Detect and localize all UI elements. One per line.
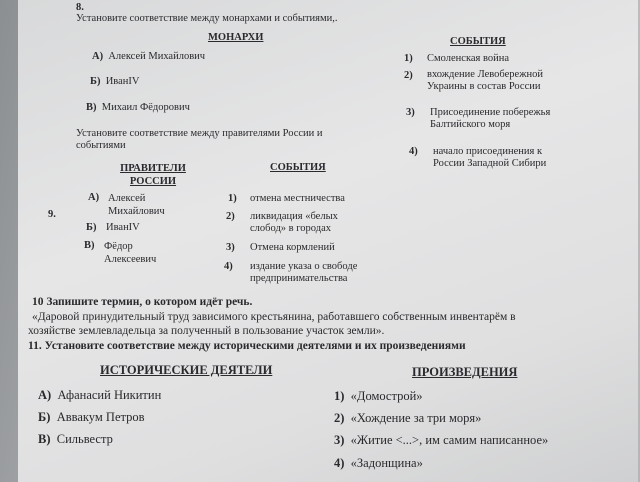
q8-right-item: Смоленская война (427, 53, 510, 64)
q8-number: 8. (76, 2, 84, 13)
q8-left-item: Б) ИванIV (90, 76, 140, 87)
q9-left-letter: А) (88, 192, 100, 203)
q8-left-header: МОНАРХИ (208, 32, 264, 43)
q9-left-item: ИванIV (106, 222, 140, 233)
q10-quote-line1: «Даровой принудительный труд зависимого крестьянина, работавшего собственным инвентарём в (32, 311, 516, 323)
q8-instruction: Установите соответствие между монархами и событиями,. (76, 13, 338, 24)
q9-right-header: СОБЫТИЯ (270, 162, 326, 173)
q8-right-item: Присоединение побережья Балтийского моря (430, 107, 551, 130)
q9-right-item: издание указа о свободе предпринимательства (250, 261, 358, 284)
q9-right-item: Отмена кормлений (250, 242, 335, 253)
q10-heading: 10 Запишите термин, о котором идёт речь. (32, 296, 253, 308)
q8-left-item: А) Алексей Михайлович (92, 51, 206, 62)
q9-right-num: 1) (228, 193, 237, 204)
q11-left-item: Б) Аввакум Петров (38, 410, 145, 424)
q9-right-num: 4) (224, 261, 233, 272)
q9-right-item: ликвидация «белых слобод» в городах (250, 211, 338, 234)
q10-quote-line2: хозяйстве землевладельца за полученный в пользование участок земли». (28, 325, 385, 337)
q9-right-num: 2) (226, 211, 235, 222)
q11-right-item: 2) «Хождение за три моря» (334, 411, 482, 425)
q9-left-item: Алексей Михайлович (108, 193, 165, 217)
q8-right-num: 3) (406, 107, 415, 118)
q11-right-item: 1) «Домострой» (334, 389, 423, 403)
q9-right-num: 3) (226, 242, 235, 253)
q11-right-header: ПРОИЗВЕДЕНИЯ (412, 365, 518, 379)
q9-instruction: Установите соответствие между правителями России и событиями (76, 128, 323, 151)
q11-right-item: 4) «Задонщина» (334, 456, 423, 470)
q11-left-item: В) Сильвестр (38, 432, 113, 446)
q11-right-item: 3) «Житие <...>, им самим написанное» (334, 433, 549, 447)
q11-left-item: А) Афанасий Никитин (38, 388, 162, 402)
q8-right-item: вхождение Левобережной Украины в состав России (427, 69, 543, 92)
q8-left-item: В) Михаил Фёдорович (86, 102, 190, 113)
q9-right-item: отмена местничества (250, 193, 345, 204)
q9-left-letter: В) (84, 240, 95, 251)
q9-number: 9. (48, 209, 56, 220)
q8-right-header: СОБЫТИЯ (450, 36, 506, 47)
q8-right-num: 2) (404, 70, 413, 81)
q11-heading: 11. Установите соответствие между историческими деятелями и их произведениями (28, 340, 466, 352)
q9-left-item: Фёдор Алексеевич (104, 241, 157, 265)
q8-right-num: 1) (404, 53, 413, 64)
q9-left-header: ПРАВИТЕЛИ РОССИИ (120, 163, 186, 187)
q11-left-header: ИСТОРИЧЕСКИЕ ДЕЯТЕЛИ (100, 363, 273, 377)
q9-left-letter: Б) (86, 222, 97, 233)
q8-right-item: начало присоединения к России Западной Сибири (433, 146, 547, 169)
q8-right-num: 4) (409, 146, 418, 157)
